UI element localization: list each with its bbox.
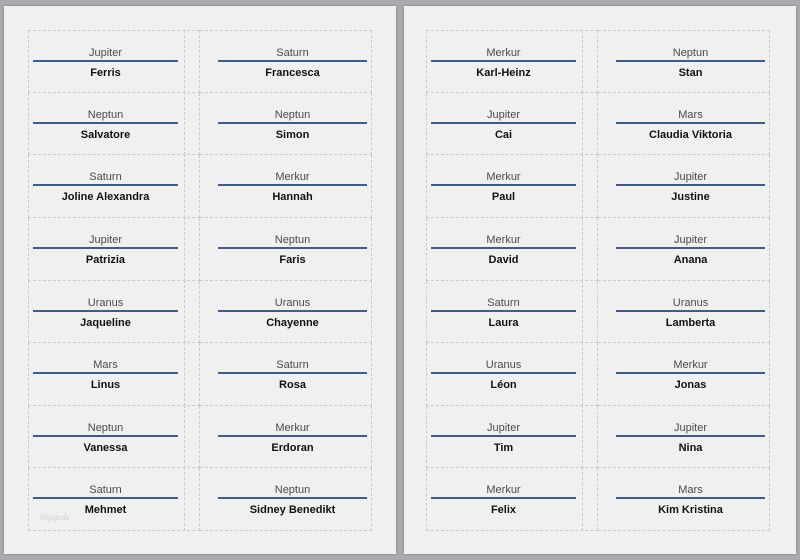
card-name: Francesca	[265, 67, 320, 79]
card-rule	[218, 435, 367, 437]
card-rule	[431, 435, 576, 437]
card-name: Vanessa	[83, 441, 128, 454]
name-card[interactable]	[200, 155, 372, 218]
card-name: Chayenne	[266, 316, 319, 329]
card-rule	[33, 310, 178, 312]
name-card[interactable]	[598, 281, 770, 344]
card-planet: Mars	[93, 359, 118, 372]
card-rule	[33, 497, 178, 499]
card-name: Rosa	[279, 379, 306, 392]
card-name: Salvatore	[80, 128, 131, 141]
card-name: Léon	[490, 379, 517, 392]
name-card-grid	[28, 30, 372, 531]
name-card[interactable]	[200, 281, 372, 344]
card-planet: Jupiter	[486, 421, 521, 434]
watermark: bhygeds	[40, 512, 70, 522]
card-planet: Saturn	[89, 484, 122, 497]
name-card[interactable]	[28, 155, 200, 218]
card-rule	[616, 497, 765, 499]
card-name: Karl-Heinz	[476, 67, 531, 79]
card-rule	[33, 247, 178, 249]
name-card[interactable]	[28, 30, 200, 93]
card-planet: Neptun	[672, 47, 709, 59]
card-name: Claudia Viktoria	[649, 128, 732, 141]
card-rule	[616, 60, 765, 62]
card-name: Linus	[90, 379, 121, 392]
name-card[interactable]	[598, 30, 770, 93]
card-name: Tim	[493, 441, 514, 454]
name-card[interactable]	[28, 343, 200, 406]
card-planet: Uranus	[672, 296, 709, 309]
name-card[interactable]	[598, 155, 770, 218]
card-name: Hannah	[272, 191, 313, 204]
card-rule	[33, 372, 178, 374]
name-card[interactable]	[426, 155, 598, 218]
card-planet: Saturn	[276, 47, 309, 59]
name-card[interactable]	[598, 468, 770, 531]
card-rule	[218, 247, 367, 249]
card-rule	[218, 497, 367, 499]
card-planet: Mars	[678, 108, 703, 121]
card-planet: Neptun	[87, 421, 124, 434]
document-page-2	[404, 6, 796, 554]
name-card[interactable]	[200, 30, 372, 93]
card-name: Jaqueline	[80, 316, 131, 329]
name-card[interactable]	[28, 281, 200, 344]
card-name: Paul	[491, 191, 516, 204]
card-rule	[33, 60, 178, 62]
name-card[interactable]	[28, 406, 200, 469]
card-planet: Merkur	[673, 359, 708, 372]
card-name: Felix	[490, 504, 517, 517]
card-rule	[218, 122, 367, 124]
card-name: David	[488, 253, 519, 266]
card-rule	[33, 435, 178, 437]
card-planet: Jupiter	[88, 47, 123, 59]
card-planet: Neptun	[87, 108, 124, 121]
card-planet: Neptun	[274, 108, 311, 121]
card-name: Simon	[275, 128, 310, 141]
card-rule	[431, 310, 576, 312]
card-planet: Jupiter	[88, 233, 123, 246]
card-rule	[431, 184, 576, 186]
card-name: Cai	[494, 128, 513, 141]
name-card[interactable]	[598, 93, 770, 156]
card-rule	[218, 372, 367, 374]
card-rule	[616, 310, 765, 312]
card-rule	[218, 60, 367, 62]
name-card[interactable]	[200, 343, 372, 406]
card-rule	[431, 247, 576, 249]
card-rule	[218, 310, 367, 312]
name-card[interactable]	[200, 93, 372, 156]
card-rule	[431, 372, 576, 374]
card-name: Faris	[279, 253, 306, 266]
card-planet: Jupiter	[673, 171, 708, 184]
name-card[interactable]	[200, 468, 372, 531]
card-name: Erdoran	[271, 441, 314, 454]
card-rule	[616, 247, 765, 249]
card-name: Ferris	[90, 67, 121, 79]
name-card-grid	[426, 30, 770, 531]
card-planet: Saturn	[89, 171, 122, 184]
card-name: Patrizia	[85, 253, 126, 266]
card-planet: Merkur	[486, 233, 521, 246]
name-card[interactable]	[28, 218, 200, 281]
name-card[interactable]	[426, 281, 598, 344]
card-planet: Merkur	[486, 47, 521, 59]
card-name: Nina	[678, 441, 703, 454]
card-planet: Merkur	[486, 171, 521, 184]
card-name: Laura	[488, 316, 519, 329]
name-card[interactable]	[426, 30, 598, 93]
card-name: Justine	[671, 191, 710, 204]
card-name: Kim Kristina	[658, 504, 723, 517]
card-rule	[33, 184, 178, 186]
card-planet: Jupiter	[673, 233, 708, 246]
card-rule	[431, 60, 576, 62]
card-rule	[33, 122, 178, 124]
name-card[interactable]	[598, 406, 770, 469]
name-card[interactable]	[200, 406, 372, 469]
card-planet: Uranus	[485, 359, 522, 372]
card-planet: Saturn	[487, 296, 520, 309]
name-card[interactable]	[426, 218, 598, 281]
card-planet: Mars	[678, 484, 703, 497]
card-planet: Neptun	[274, 233, 311, 246]
card-rule	[616, 184, 765, 186]
name-card[interactable]	[426, 406, 598, 469]
card-rule	[218, 184, 367, 186]
card-name: Stan	[678, 67, 703, 79]
card-planet: Saturn	[276, 359, 309, 372]
card-name: Joline Alexandra	[61, 191, 150, 204]
card-rule	[431, 122, 576, 124]
card-planet: Neptun	[274, 484, 311, 497]
name-card[interactable]	[598, 343, 770, 406]
card-planet: Uranus	[87, 296, 124, 309]
document-page-1	[4, 6, 396, 554]
card-rule	[616, 122, 765, 124]
card-name: Mehmet	[84, 504, 127, 517]
card-name: Jonas	[674, 379, 707, 392]
card-planet: Merkur	[275, 171, 310, 184]
card-rule	[616, 435, 765, 437]
card-planet: Jupiter	[486, 108, 521, 121]
name-card[interactable]	[28, 93, 200, 156]
name-card[interactable]	[426, 468, 598, 531]
name-card[interactable]	[598, 218, 770, 281]
card-rule	[431, 497, 576, 499]
card-planet: Merkur	[275, 421, 310, 434]
card-rule	[616, 372, 765, 374]
card-planet: Jupiter	[673, 421, 708, 434]
name-card[interactable]	[426, 93, 598, 156]
card-name: Lamberta	[665, 316, 716, 329]
card-planet: Merkur	[486, 484, 521, 497]
name-card[interactable]	[426, 343, 598, 406]
card-name: Anana	[673, 253, 708, 266]
card-name: Sidney Benedikt	[249, 504, 336, 517]
name-card[interactable]	[200, 218, 372, 281]
card-planet: Uranus	[274, 296, 311, 309]
